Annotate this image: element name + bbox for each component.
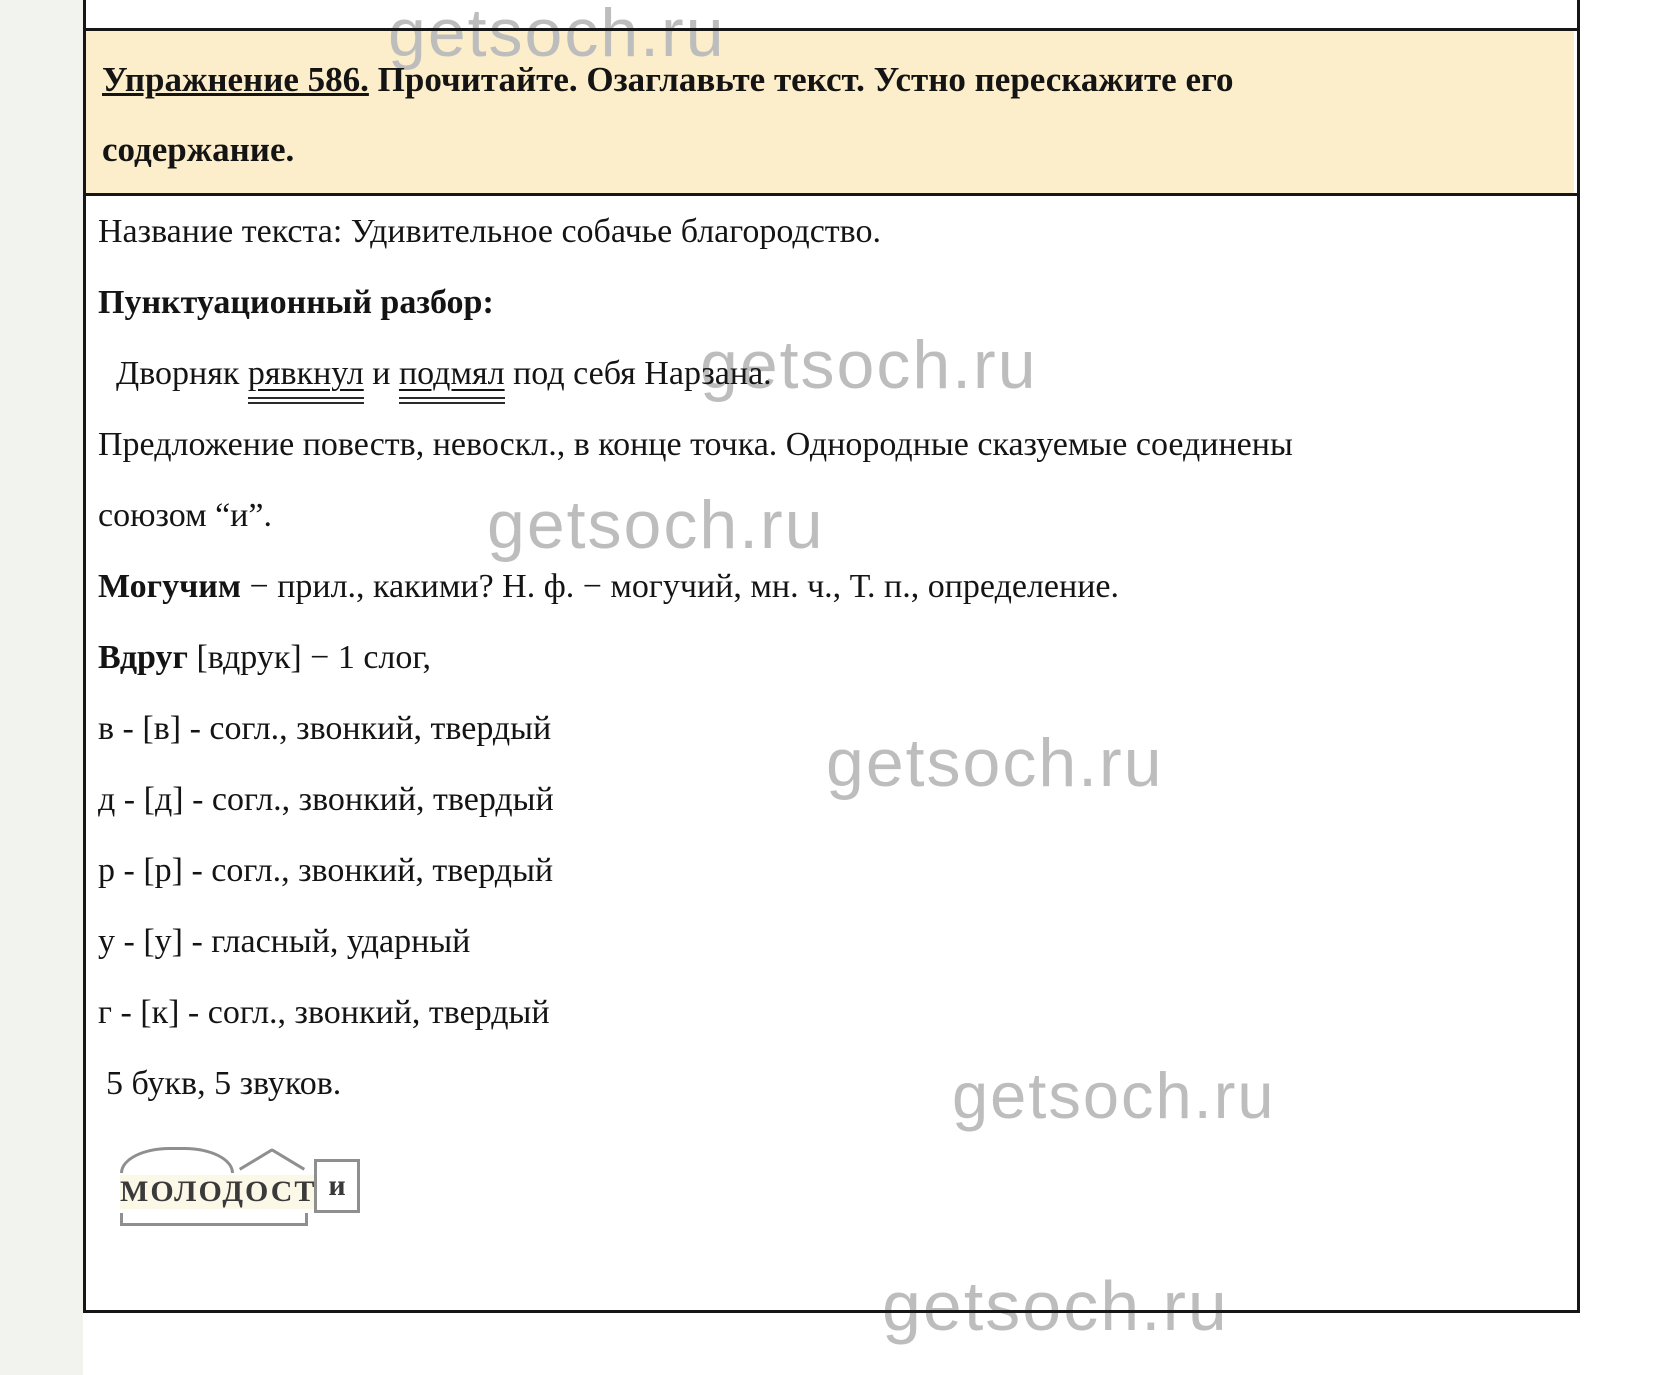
exercise-header [86, 31, 1577, 196]
sentence-end: под себя Нарзана. [504, 355, 772, 392]
phonetic-word: Вдруг [98, 639, 188, 676]
morpheme-diagram [116, 1147, 386, 1243]
ending-box [314, 1159, 360, 1213]
adjective-word: Могучим [98, 568, 242, 605]
answer-content [86, 196, 1577, 1243]
phonetic-line-r: р - [р] - согл., звонкий, твердый [98, 852, 554, 889]
root-arc-icon [120, 1147, 234, 1173]
exercise-instruction-line2: содержание. [102, 130, 295, 169]
stem-bracket-icon [120, 1213, 308, 1226]
phonetic-line-v: в - [в] - согл., звонкий, твердый [98, 710, 552, 747]
parsed-sentence [98, 338, 1553, 409]
exercise-instruction-line1: Прочитайте. Озаглавьте текст. Устно перескажите его [368, 60, 1234, 99]
phonetic-line-u: у - [у] - гласный, ударный [98, 923, 471, 960]
page-left-margin [0, 0, 83, 1375]
watermark-sentence-line: getsoch.ru [700, 327, 1038, 403]
predicate-word-2: подмял [399, 355, 505, 404]
sentence-analysis-line2: союзом “и”. [98, 497, 272, 534]
phonetic-line-g: г - [к] - согл., звонкий, твердый [98, 994, 550, 1031]
suffix-caret-icon [240, 1147, 304, 1173]
adjective-analysis-rest: − прил., какими? Н. ф. − могучий, мн. ч., Т. п., определение. [241, 568, 1120, 605]
phonetic-header-rest: [вдрук] − 1 слог, [187, 639, 432, 676]
answer-table-frame [83, 0, 1580, 1313]
text-title-line: Название текста: Удивительное собачье благородство. [98, 213, 881, 250]
morpheme-stem-word: МОЛОДОСТ [120, 1175, 317, 1208]
watermark-phonetic-line: getsoch.ru [826, 725, 1164, 801]
punctuation-heading: Пунктуационный разбор: [98, 284, 494, 321]
phonetic-line-d: д - [д] - согл., звонкий, твердый [98, 781, 554, 818]
sentence-conjunction: и [363, 355, 399, 392]
watermark-top: getsoch.ru [388, 0, 726, 71]
watermark-analysis-line: getsoch.ru [487, 487, 825, 563]
sentence-analysis-line1: Предложение повеств, невоскл., в конце точка. Однородные сказуемые соединены [98, 426, 1293, 463]
letters-sounds-count: 5 букв, 5 звуков. [106, 1065, 342, 1102]
watermark-letters-line: getsoch.ru [952, 1059, 1276, 1132]
watermark-bottom: getsoch.ru [882, 1267, 1229, 1345]
ending-letter: и [328, 1169, 346, 1202]
sentence-analysis [98, 409, 1553, 551]
predicate-word-1: рявкнул [248, 355, 364, 404]
adjective-analysis [98, 551, 1553, 622]
sentence-start: Дворняк [116, 355, 248, 392]
exercise-number-label: Упражнение 586. [102, 60, 369, 99]
previous-cell-remainder [86, 0, 1577, 31]
phonetic-header [98, 622, 1553, 693]
